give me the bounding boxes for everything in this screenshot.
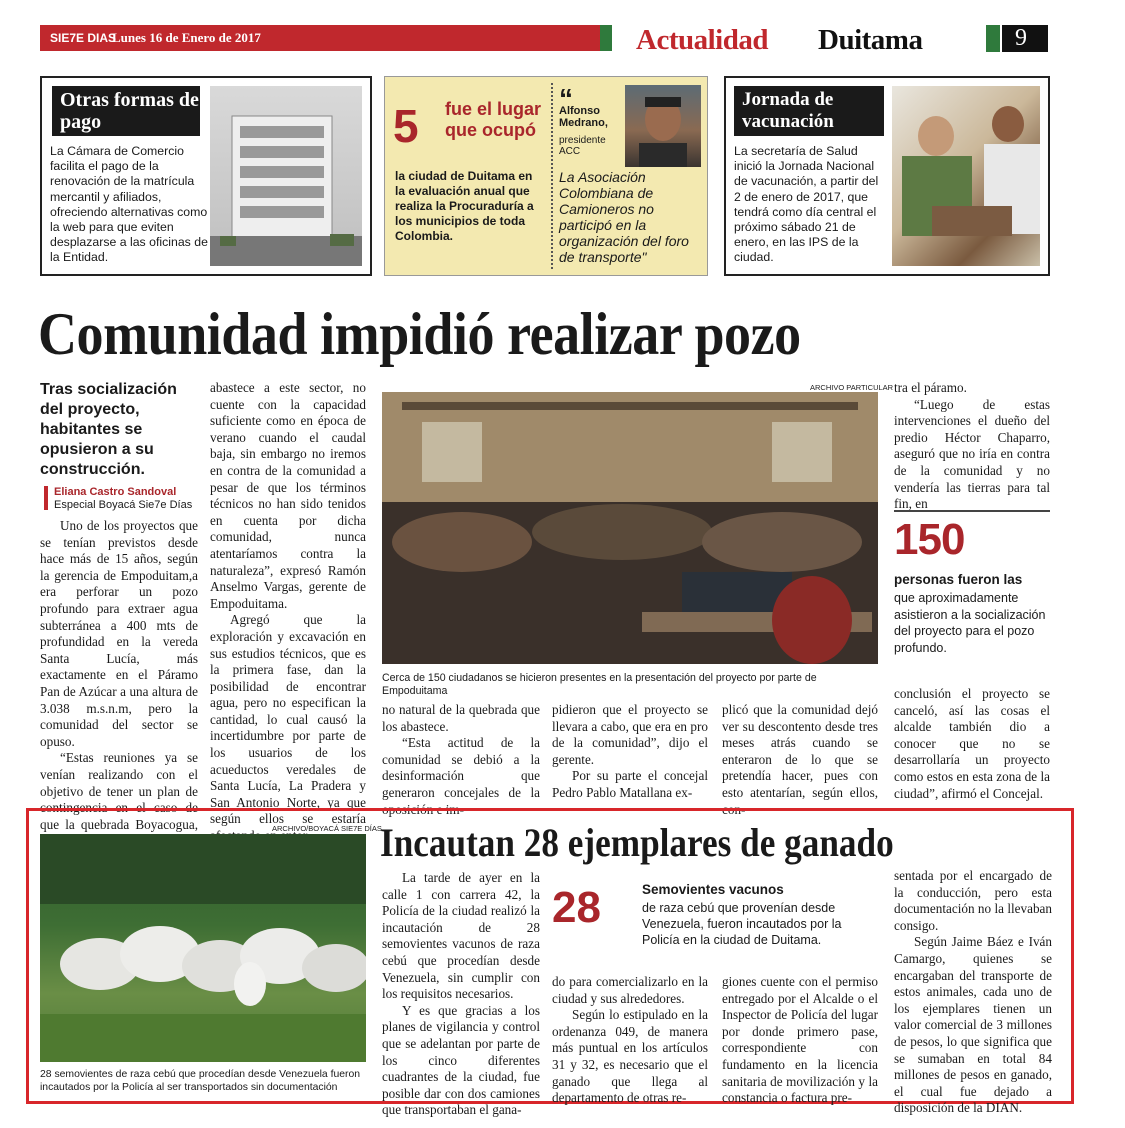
cattle-photo-caption: 28 semovientes de raza cebú que procedían desde Venezuela fueron incautados por la Policía al ser transportados sin documentación: [40, 1069, 361, 1093]
stat-150-number: 150: [894, 515, 965, 564]
cattle-col3-para: giones cuente con el permiso entregado por el Alcalde o el Inspector de Policía del lugar por donde primero pase, correspondiente con fundamento en la licencia sanitaria de movilización y la constancia o factura pre-: [722, 974, 878, 1106]
cattle-photo: [40, 834, 366, 1062]
crowd-image: [382, 392, 878, 664]
building-photo: [210, 86, 362, 266]
brief-pagos-body: La Cámara de Comercio facilita el pago de la renovación de la matrícula mercantil y afiliados, ofreciendo alternativas como la web para que eviten desplazarse a las oficinas de la Entidad.: [50, 144, 208, 265]
stat-28-bold: Semovientes vacunos: [642, 882, 784, 897]
cattle-col-4: [894, 868, 1052, 1117]
cattle-headline: Incautan 28 ejemplares de ganado: [380, 820, 894, 865]
ranking-body: la ciudad de Duitama en la evaluación anual que realiza la Procuraduría a los municipios de toda Colombia.: [395, 169, 534, 243]
cattle-image: [40, 834, 366, 1062]
page-number: 9: [1015, 25, 1027, 51]
lead-col2-para: abastece a este sector, no cuente con la capacidad suficiente como en época de verano cuando el caudal baja, sin embargo no iremos en contra de la comunidad a pesar de que los términos técnicos no han sido tenidos en cuenta por dicha comunidad, nunca atentaríamos contra la naturaleza”, expresó Ramón Anselmo Vargas, gerente de Empoduitama.: [210, 380, 366, 611]
byline-accent: [44, 486, 48, 510]
ranking-divider: [551, 83, 553, 269]
vaccination-photo: [892, 86, 1040, 266]
quote-portrait: [625, 85, 701, 167]
lead-col1-para: “Estas reuniones ya se venían realizando con el objetivo de tener un plan de contingencia en el caso de que la quebrada Boyacogua,: [40, 750, 198, 832]
lead-photo: [382, 392, 878, 664]
cattle-col4-para: sentada por el encargado de la conducción, pero esta documentación no la llevaban consigo.: [894, 868, 1052, 933]
ranking-headline: fue el lugar que ocupó: [445, 99, 542, 140]
byline-name: Eliana Castro Sandoval: [54, 486, 177, 498]
header-bar-accent: [600, 25, 612, 51]
stat-28-text: de raza cebú que provenían desde Venezuela, fueron incautados por la Policía en la ciudad de Duitama.: [642, 901, 842, 948]
stat-150-text: que aproximadamente asistieron a la socialización del proyecto para el pozo profundo.: [894, 591, 1046, 655]
lead-col6b-para: conclusión el proyecto se canceló, así las cosas el alcalde también dio a conocer que no se desarrollaría un proyecto como estos en esta zona de la ciudad”, afirmó el Concejal.: [894, 686, 1050, 801]
ranking-number: 5: [393, 100, 419, 152]
lead-col3-para: no natural de la quebrada que los abastece.: [382, 702, 540, 734]
lead-col-5: [722, 702, 878, 818]
cattle-col1-para: La tarde de ayer en la calle 1 con carrera 42, la Policía de la ciudad realizó la incautación de 28 semovientes vacunos de raza cebú que procedían desde Venezuela, sin cumplir con los requisitos necesarios.: [382, 870, 540, 1002]
section-title-red: Actualidad: [636, 24, 768, 56]
cattle-photo-credit: ARCHIVO/BOYACÁ SIE7E DÍAS: [272, 824, 382, 833]
byline-role: Especial Boyacá Sie7e Días: [54, 499, 193, 511]
quote-name: Alfonso Medrano,: [559, 105, 608, 129]
portrait-image: [625, 85, 701, 167]
lead-col5-para: plicó que la comunidad dejó ver su descontento desde tres meses atrás cuando se enteraron de lo que se pretendía hacer, pues con esto atentarían, según ellos, con-: [722, 702, 878, 817]
lead-col-1: [40, 518, 198, 850]
lead-col4-para: Por su parte el concejal Pedro Pablo Matallana ex-: [552, 768, 708, 800]
brief-vacunacion-box: [724, 76, 1050, 276]
cattle-col2-para: Según lo estipulado en la ordenanza 049, de manera más puntual en los artículos 31 y 32, es necesario que el ganado que llega al departamento de otras re-: [552, 1007, 708, 1106]
page-number-accent: [986, 25, 1000, 52]
lead-col-2: [210, 380, 366, 845]
lead-headline: Comunidad impidió realizar pozo: [38, 301, 801, 367]
brief-pagos-box: [40, 76, 372, 276]
page-header: [40, 25, 1048, 55]
cattle-col-2: [552, 974, 708, 1107]
building-image: [210, 86, 362, 266]
vaccination-image: [892, 86, 1040, 266]
quote-mark-icon: “: [559, 83, 573, 114]
brief-vacunacion-body: La secretaría de Salud inició la Jornada Nacional de vacunación, a partir del 2 de enero de 2017, que tendrá como día central el próximo sábado 21 de enero, en las IPS de la ciudad.: [734, 144, 879, 265]
lead-col6-para: “Luego de estas intervenciones el dueño del predio Héctor Chaparro, aseguró que no iría en contra de la comunidad y no vendería las tierras para tal fin, en: [894, 396, 1050, 512]
lead-col-4: [552, 702, 708, 802]
cattle-col1-para: Y es que gracias a los planes de vigilancia y control que se adelantan por parte de los cinco diferentes cuadrantes de la ciudad, fue posible dar con dos camiones que transportaban el gana-: [382, 1002, 540, 1118]
brief-vacunacion-title: Jornada de vacunación: [742, 89, 834, 132]
stat-150-bold: personas fueron las: [894, 572, 1023, 587]
lead-col6-para: tra el páramo.: [894, 380, 967, 395]
cattle-col2-para: do para comercializarlo en la ciudad y sus alrededores.: [552, 974, 708, 1006]
lead-col3-para: “Esta actitud de la comunidad se debió a la desinformación que generaron concejales de la oposición e im-: [382, 735, 540, 817]
lead-col2-para: Agregó que la exploración y excavación en sus estudios técnicos, que es la primera fase, dan la posibilidad de encontrar agua, pero no especifican la cantidad, lo cual causó la incertidumbre por parte de los usuarios de los acueductos veredales de Santa Lucía, La Pradera y San Antonio Norte, ya que según ellos se estaría: [210, 612, 366, 827]
lead-photo-caption: Cerca de 150 ciudadanos se hicieron presentes en la presentación del proyecto por parte de Empoduitama: [382, 672, 817, 697]
quote-role: presidente ACC: [559, 135, 606, 157]
header-date: Lunes 16 de Enero de 2017: [112, 30, 261, 45]
stat-150-rule: [894, 510, 1050, 512]
stat-28-number: 28: [552, 883, 601, 932]
quote-text: La Asociación Colombiana de Camioneros no participó en la organización del foro de transporte": [559, 169, 689, 265]
lead-col1-para: Uno de los proyectos que se tenían previstos desde hace más de 15 años, según la gerencia de Empoduitam,a era perforar un pozo profundo para extraer agua subterránea a 400 mts de profundidad en la vereda Santa Lucía, más exactamente en el Páramo Pan de Azúcar a una altura de 3.038 m.s.n.m, pero la comunidad del sector se opuso.: [40, 518, 198, 749]
cattle-col-3: [722, 974, 878, 1107]
lead-col-3: [382, 702, 540, 818]
lead-deck: Tras socialización del proyecto, habitantes se opusieron a su construcción.: [40, 381, 177, 478]
cattle-col4-para: Según Jaime Báez e Iván Camargo, quienes se encargaban del transporte de estos animales, cada uno de los ejemplares tienen un valor comercial de 3 millones de pesos, lo que significa que se sumaban en total 84 millones de pesos en ganado, el cual fue dejado a disposición de la DIAN.: [894, 934, 1052, 1116]
lead-col-6-top: [894, 380, 1050, 513]
brief-ranking-box: [384, 76, 708, 276]
lead-col-6-bottom: [894, 686, 1050, 802]
section-title-black: Duitama: [818, 24, 923, 56]
cattle-col-1: [382, 870, 540, 1119]
brief-pagos-title: Otras formas de pago: [60, 89, 199, 133]
lead-col4-para: pidieron que el proyecto se llevara a cabo, que era en pro de la comunidad”, dijo el gerente.: [552, 702, 708, 767]
header-brand: SIE7E DIAS: [50, 31, 117, 45]
lead-photo-credit: ARCHIVO PARTICULAR: [810, 383, 894, 392]
